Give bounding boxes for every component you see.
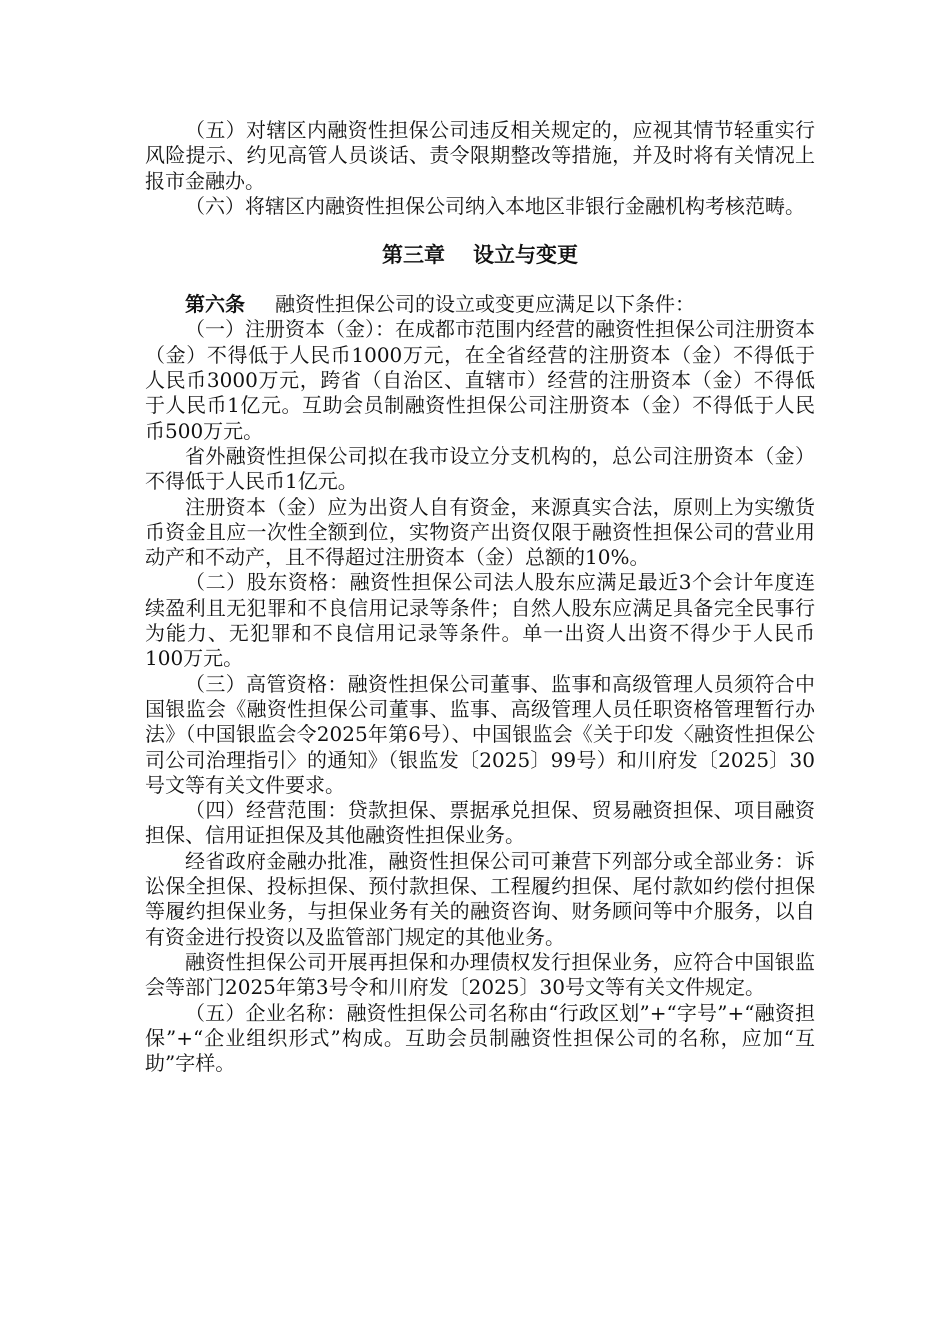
article-label: 第六条 bbox=[185, 292, 245, 317]
paragraph-capital-source: 注册资本（金）应为出资人自有资金，来源真实合法，原则上为实缴货币资金且应一次性全额到位，实物资产出资仅限于融资性担保公司的营业用动产和不动产，且不得超过注册资本（金）总额的10%。 bbox=[145, 494, 815, 570]
paragraph-prev-6: （六）将辖区内融资性担保公司纳入本地区非银行金融机构考核范畴。 bbox=[185, 193, 805, 218]
paragraph-business-scope: （四）经营范围：贷款担保、票据承兑担保、贸易融资担保、项目融资担保、信用证担保及其他融资性担保业务。 bbox=[145, 798, 815, 848]
paragraph-company-name: （五）企业名称：融资性担保公司名称由“行政区划”+“字号”+“融资担保”+“企业组织形式”构成。互助会员制融资性担保公司的名称，应加“互助”字样。 bbox=[145, 1000, 815, 1076]
article-6-heading bbox=[145, 292, 815, 317]
document-body bbox=[145, 118, 815, 1076]
paragraph-additional-business: 经省政府金融办批准，融资性担保公司可兼营下列部分或全部业务：诉讼保全担保、投标担保、预付款担保、工程履约担保、尾付款如约偿付担保等履约担保业务，与担保业务有关的融资咨询、财务顾问等中介服务，以自有资金进行投资以及监管部门规定的其他业务。 bbox=[145, 848, 815, 949]
chapter-title: 设立与变更 bbox=[473, 242, 578, 268]
paragraph-shareholder: （二）股东资格：融资性担保公司法人股东应满足最近3个会计年度连续盈利且无犯罪和不良信用记录等条件；自然人股东应满足具备完全民事行为能力、无犯罪和不良信用记录等条件。单一出资人出资不得少于人民币100万元。 bbox=[145, 570, 815, 671]
chapter-number: 第三章 bbox=[382, 242, 445, 268]
paragraph-registered-capital: （一）注册资本（金）：在成都市范围内经营的融资性担保公司注册资本（金）不得低于人民币1000万元，在全省经营的注册资本（金）不得低于人民币3000万元，跨省（自治区、直辖市）经营的注册资本（金）不得低于人民币1亿元。互助会员制融资性担保公司注册资本（金）不得低于人民币500万元。 bbox=[145, 317, 815, 443]
paragraph-reguarantee: 融资性担保公司开展再担保和办理债权发行担保业务，应符合中国银监会等部门2025年第3号令和川府发〔2025〕30号文等有关文件规定。 bbox=[145, 949, 815, 1000]
paragraph-executive: （三）高管资格：融资性担保公司董事、监事和高级管理人员须符合中国银监会《融资性担保公司董事、监事、高级管理人员任职资格管理暂行办法》（中国银监会令2025年第6号）、中国银监会《关于印发〈融资性担保公司公司治理指引〉的通知》（银监发〔2025〕99号）和川府发〔2025〕30号文等有关文件要求。 bbox=[145, 671, 815, 797]
chapter-heading bbox=[145, 241, 815, 269]
paragraph-branch-capital: 省外融资性担保公司拟在我市设立分支机构的，总公司注册资本（金）不得低于人民币1亿元。 bbox=[145, 443, 815, 494]
article-lead: 融资性担保公司的设立或变更应满足以下条件： bbox=[275, 292, 695, 317]
paragraph-prev-5: （五）对辖区内融资性担保公司违反相关规定的，应视其情节轻重实行风险提示、约见高管人员谈话、责令限期整改等措施，并及时将有关情况上报市金融办。 bbox=[145, 118, 815, 193]
